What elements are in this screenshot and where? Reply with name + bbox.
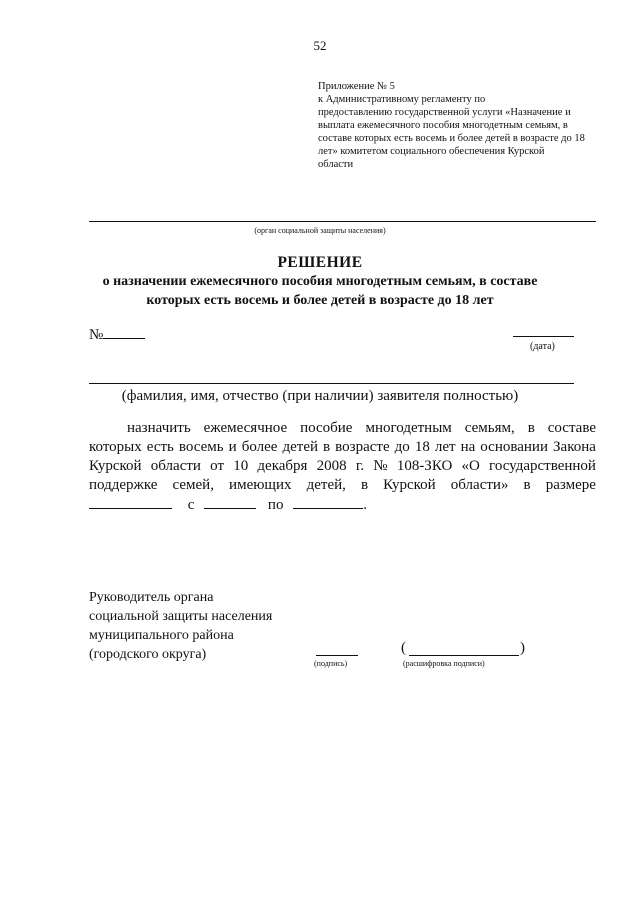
body-word: имеющих bbox=[229, 477, 292, 493]
date-blank-line bbox=[513, 336, 574, 337]
body-word: до bbox=[394, 439, 410, 455]
body-word: в bbox=[360, 477, 369, 493]
appendix-line: области bbox=[318, 159, 354, 170]
appendix-line: предоставлению государственной услуги «Назначение и bbox=[318, 107, 571, 118]
body-word: на bbox=[460, 439, 476, 455]
decoding-close-paren: ) bbox=[520, 640, 525, 656]
body-line-2 bbox=[89, 439, 596, 456]
body-word: ежемесячное bbox=[203, 420, 288, 436]
appendix-line: составе которых есть восемь и более детей в возрасте до 18 bbox=[318, 133, 585, 144]
body-word: 18 bbox=[414, 439, 430, 455]
body-word: Курской bbox=[383, 477, 436, 493]
body-word: области bbox=[150, 458, 201, 474]
applicant-caption: (фамилия, имя, отчество (при наличии) заявителя полностью) bbox=[121, 388, 519, 404]
body-word: возрасте bbox=[335, 439, 390, 455]
document-title: РЕШЕНИЕ bbox=[277, 254, 363, 271]
organ-blank-line bbox=[89, 221, 596, 222]
body-word: и bbox=[228, 439, 237, 455]
period-mark: . bbox=[363, 497, 367, 513]
body-word: в bbox=[323, 439, 331, 455]
appendix-line: Приложение № 5 bbox=[318, 81, 395, 92]
body-word: декабря bbox=[257, 458, 308, 474]
signature-blank-line bbox=[316, 655, 358, 656]
body-word: семьям, bbox=[464, 420, 515, 436]
body-word: лет bbox=[434, 439, 456, 455]
body-word: поддержке bbox=[89, 477, 158, 493]
from-date-blank bbox=[204, 496, 256, 509]
signatory-line-2: социальной защиты населения bbox=[89, 609, 273, 624]
decoding-caption: (расшифровка подписи) bbox=[403, 659, 485, 668]
appendix-line: к Административному регламенту по bbox=[318, 94, 486, 105]
signatory-line-3: муниципального района bbox=[89, 628, 234, 643]
subtitle-line-1: о назначении ежемесячного пособия многодетным семьям, в составе bbox=[102, 274, 538, 289]
body-word: детей bbox=[282, 439, 319, 455]
body-word: в bbox=[523, 477, 531, 493]
to-label: по bbox=[267, 497, 284, 513]
body-word: 2008 bbox=[316, 458, 347, 474]
decoding-blank-line bbox=[409, 655, 519, 656]
signatory-line-1: Руководитель органа bbox=[89, 590, 214, 605]
body-line-3 bbox=[89, 458, 596, 475]
to-date-blank bbox=[293, 496, 363, 509]
body-word: 10 bbox=[233, 458, 249, 474]
body-word: Закона bbox=[553, 439, 596, 455]
body-word: в bbox=[527, 420, 535, 436]
signatory-line-4: (городского округа) bbox=[89, 647, 207, 662]
subtitle-line-2: которых есть восемь и более детей в возрасте до 18 лет bbox=[146, 293, 494, 308]
body-line-4 bbox=[89, 477, 596, 494]
body-word: которых bbox=[89, 439, 142, 455]
body-word: Курской bbox=[89, 458, 142, 474]
number-blank bbox=[103, 326, 145, 339]
amount-blank bbox=[89, 496, 172, 509]
date-caption: (дата) bbox=[530, 341, 555, 352]
decoding-open-paren: ( bbox=[401, 640, 406, 656]
number-label: № bbox=[89, 327, 104, 343]
body-line-1 bbox=[127, 420, 596, 437]
body-word: основании bbox=[480, 439, 548, 455]
appendix-line: лет» комитетом социального обеспечения Курской bbox=[318, 146, 545, 157]
body-word: пособие bbox=[300, 420, 353, 436]
body-word: государственной bbox=[489, 458, 596, 474]
document-subtitle bbox=[0, 272, 640, 310]
body-word: 108-ЗКО bbox=[396, 458, 453, 474]
signature-caption: (подпись) bbox=[314, 659, 348, 668]
signature-block bbox=[89, 588, 272, 664]
body-word: более bbox=[241, 439, 278, 455]
body-word: области» bbox=[450, 477, 509, 493]
body-word: семей, bbox=[172, 477, 214, 493]
body-line-5 bbox=[89, 496, 367, 514]
from-label: с bbox=[187, 497, 195, 513]
number-field bbox=[89, 326, 145, 344]
body-word: многодетным bbox=[365, 420, 452, 436]
body-word: № bbox=[373, 458, 388, 474]
applicant-blank-line bbox=[89, 383, 574, 384]
page-number: 52 bbox=[313, 38, 327, 53]
body-word: составе bbox=[547, 420, 596, 436]
body-word: детей, bbox=[306, 477, 346, 493]
body-word: «О bbox=[461, 458, 480, 474]
appendix-line: выплата ежемесячного пособия многодетным семьям, в bbox=[318, 120, 568, 131]
body-word: размере bbox=[545, 477, 596, 493]
body-word: от bbox=[210, 458, 225, 474]
body-word: восемь bbox=[178, 439, 224, 455]
body-word: есть bbox=[146, 439, 174, 455]
body-word: назначить bbox=[127, 420, 191, 436]
appendix-block bbox=[318, 80, 610, 171]
body-word: г. bbox=[355, 458, 365, 474]
organ-caption: (орган социальной защиты населения) bbox=[254, 226, 386, 235]
